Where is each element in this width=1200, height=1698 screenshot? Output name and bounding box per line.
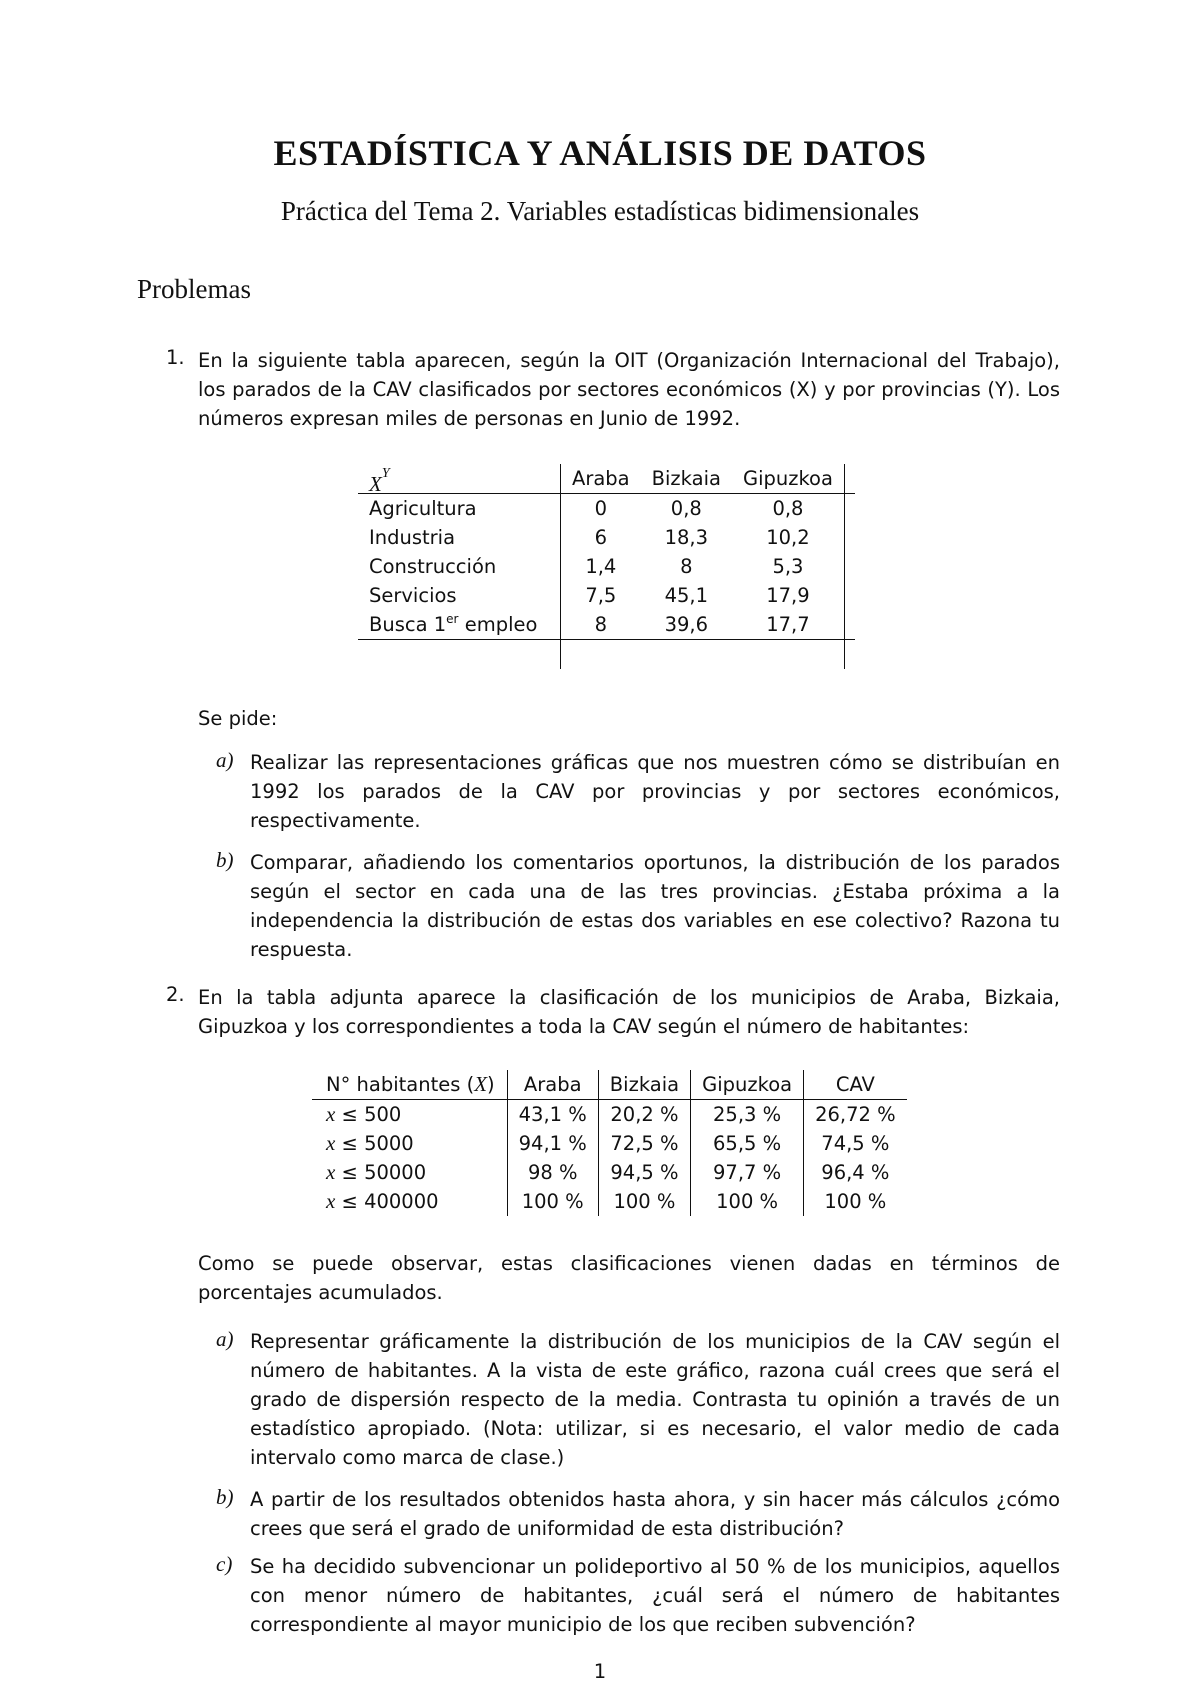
table-cell: 20,2 % — [598, 1100, 690, 1130]
row-op: ≤ — [335, 1161, 365, 1184]
total-cell — [844, 640, 855, 670]
document-subtitle: Práctica del Tema 2. Variables estadísticas bidimensionales — [280, 196, 920, 226]
corner-y-label: Y — [381, 466, 390, 481]
header-text: ) — [487, 1073, 495, 1096]
table-empty-col — [844, 464, 855, 494]
item-letter: b) — [216, 848, 234, 872]
municipalities-table — [312, 1070, 907, 1216]
row-label — [312, 1129, 507, 1158]
row-label-text: Busca 1 — [369, 613, 447, 636]
row-val: 50000 — [364, 1161, 427, 1184]
table-row — [312, 1158, 907, 1187]
row-op: ≤ — [335, 1132, 365, 1155]
corner-x-label: X — [369, 472, 382, 496]
table-cell: 100 % — [691, 1187, 804, 1216]
table-col-header: Gipuzkoa — [732, 464, 844, 494]
table-col-header: Gipuzkoa — [691, 1070, 804, 1100]
row-label — [358, 610, 561, 640]
table-cell: 18,3 — [664, 526, 708, 549]
table-cell: 65,5 % — [691, 1129, 804, 1158]
table-corner-cell — [358, 464, 561, 494]
table-row — [312, 1129, 907, 1158]
table-cell: 97,7 % — [691, 1158, 804, 1187]
row-label — [312, 1187, 507, 1216]
item-letter: b) — [216, 1485, 234, 1509]
row-label-sup: er — [446, 612, 459, 626]
table-cell: 17,9 — [766, 584, 810, 607]
row-label: Servicios — [369, 584, 457, 607]
se-pide-label: Se pide: — [198, 707, 278, 730]
table-col-header: Bizkaia — [641, 464, 732, 494]
table-cell: 1,4 — [561, 552, 641, 581]
table-cell: 26,72 % — [804, 1100, 907, 1130]
table-cell: 94,5 % — [598, 1158, 690, 1187]
item-letter: c) — [216, 1552, 233, 1576]
row-label — [312, 1158, 507, 1187]
table-cell: 100 % — [507, 1187, 598, 1216]
document-title: ESTADÍSTICA Y ANÁLISIS DE DATOS — [273, 133, 927, 173]
table-empty-cell — [844, 581, 855, 610]
table-empty-cell — [844, 523, 855, 552]
table-empty-cell — [844, 494, 855, 524]
page-number: 1 — [593, 1660, 607, 1683]
problem-1-item-a: Realizar las representaciones gráficas que nos muestren cómo se distribuían en 1992 los parados de la CAV por provincias y por sectores económicos, respectivamente. — [250, 751, 1060, 832]
table-row — [358, 581, 855, 610]
row-label — [312, 1100, 507, 1130]
table-cell: 45,1 — [664, 584, 708, 607]
header-text: N° habitantes ( — [326, 1073, 475, 1096]
table-cell: 100 % — [598, 1187, 690, 1216]
table-empty-cell — [844, 552, 855, 581]
row-op: ≤ — [335, 1103, 365, 1126]
table-row — [312, 1187, 907, 1216]
table-cell: 74,5 % — [804, 1129, 907, 1158]
table-cell: 6 — [561, 523, 641, 552]
table-cell: 0,8 — [772, 497, 804, 520]
table-cell: 5,3 — [772, 555, 804, 578]
table-header-row — [358, 464, 855, 494]
table-col-header: Araba — [561, 464, 641, 494]
table-cell: 8 — [680, 555, 693, 578]
problem-1-item-b: Comparar, añadiendo los comentarios oportunos, la distribución de los parados según el sector en cada una de las tres provincias. ¿Estaba próxima a la independencia la distribución de estas dos variables en ese colectivo? Razona tu respuesta. — [250, 851, 1060, 961]
table-total-row — [358, 640, 855, 670]
row-label-text: empleo — [458, 613, 538, 636]
table-row — [312, 1100, 907, 1130]
table-col-header: Araba — [507, 1070, 598, 1100]
row-label: Industria — [369, 526, 456, 549]
problem-2-item-c: Se ha decidido subvencionar un polideportivo al 50 % de los municipios, aquellos con menor número de habitantes, ¿cuál será el número de habitantes correspondiente al mayor municipio de los que reciben subvención? — [250, 1555, 1060, 1636]
table-cell: 0,8 — [670, 497, 702, 520]
table-cell: 17,7 — [732, 610, 844, 640]
total-cell — [641, 640, 732, 670]
table-col-header — [312, 1070, 507, 1100]
table-cell: 39,6 — [641, 610, 732, 640]
header-var: X — [474, 1072, 488, 1096]
row-val: 5000 — [364, 1132, 414, 1155]
table-col-header: Bizkaia — [598, 1070, 690, 1100]
row-var: x — [326, 1189, 336, 1213]
table-cell: 8 — [561, 610, 641, 640]
table-row — [358, 552, 855, 581]
total-cell — [561, 640, 641, 670]
problem-2-intro: En la tabla adjunta aparece la clasificación de los municipios de Araba, Bizkaia, Gipuzkoa y los correspondientes a toda la CAV según el número de habitantes: — [198, 986, 1060, 1038]
table-cell: 7,5 — [561, 581, 641, 610]
problem-2-item-b: A partir de los resultados obtenidos hasta ahora, y sin hacer más cálculos ¿cómo crees que será el grado de uniformidad de esta distribución? — [250, 1488, 1060, 1540]
problem-2-number: 2. — [166, 983, 185, 1006]
total-label-cell — [358, 640, 561, 670]
row-op: ≤ — [335, 1190, 365, 1213]
problem-2-item-a: Representar gráficamente la distribución de los municipios de la CAV según el número de habitantes. A la vista de este gráfico, razona cuál crees que será el grado de dispersión respecto de la media. Contrasta tu opinión a través de un estadístico apropiado. (Nota: utilizar, si es necesario, el valor medio de cada intervalo como marca de clase.) — [250, 1330, 1060, 1469]
item-letter: a) — [216, 748, 234, 772]
table-header-row — [312, 1070, 907, 1100]
row-var: x — [326, 1131, 336, 1155]
row-val: 500 — [364, 1103, 402, 1126]
table-row — [358, 494, 855, 524]
row-var: x — [326, 1102, 336, 1126]
table-cell: 10,2 — [766, 526, 810, 549]
unemployment-table — [358, 464, 855, 669]
table-empty-cell — [844, 610, 855, 640]
table-cell: 94,1 % — [507, 1129, 598, 1158]
table-cell: 0 — [561, 494, 641, 524]
table-cell: 96,4 % — [804, 1158, 907, 1187]
table-cell: 25,3 % — [691, 1100, 804, 1130]
section-heading: Problemas — [137, 274, 251, 304]
problem-1-number: 1. — [166, 346, 185, 369]
table-cell: 72,5 % — [598, 1129, 690, 1158]
table-cell: 43,1 % — [507, 1100, 598, 1130]
row-label: Construcción — [369, 555, 497, 578]
row-label: Agricultura — [369, 497, 477, 520]
row-var: x — [326, 1160, 336, 1184]
total-cell — [732, 640, 844, 670]
table-row — [358, 523, 855, 552]
table-cell: 100 % — [804, 1187, 907, 1216]
table-cell: 98 % — [507, 1158, 598, 1187]
problem-2-note: Como se puede observar, estas clasificaciones vienen dadas en términos de porcentajes acumulados. — [198, 1252, 1060, 1304]
table-row — [358, 610, 855, 640]
problem-1-intro: En la siguiente tabla aparecen, según la OIT (Organización Internacional del Trabajo), los parados de la CAV clasificados por sectores económicos (X) y por provincias (Y). Los números expresan miles de personas en Junio de 1992. — [198, 349, 1060, 430]
table-col-header: CAV — [804, 1070, 907, 1100]
item-letter: a) — [216, 1327, 234, 1351]
row-val: 400000 — [364, 1190, 439, 1213]
